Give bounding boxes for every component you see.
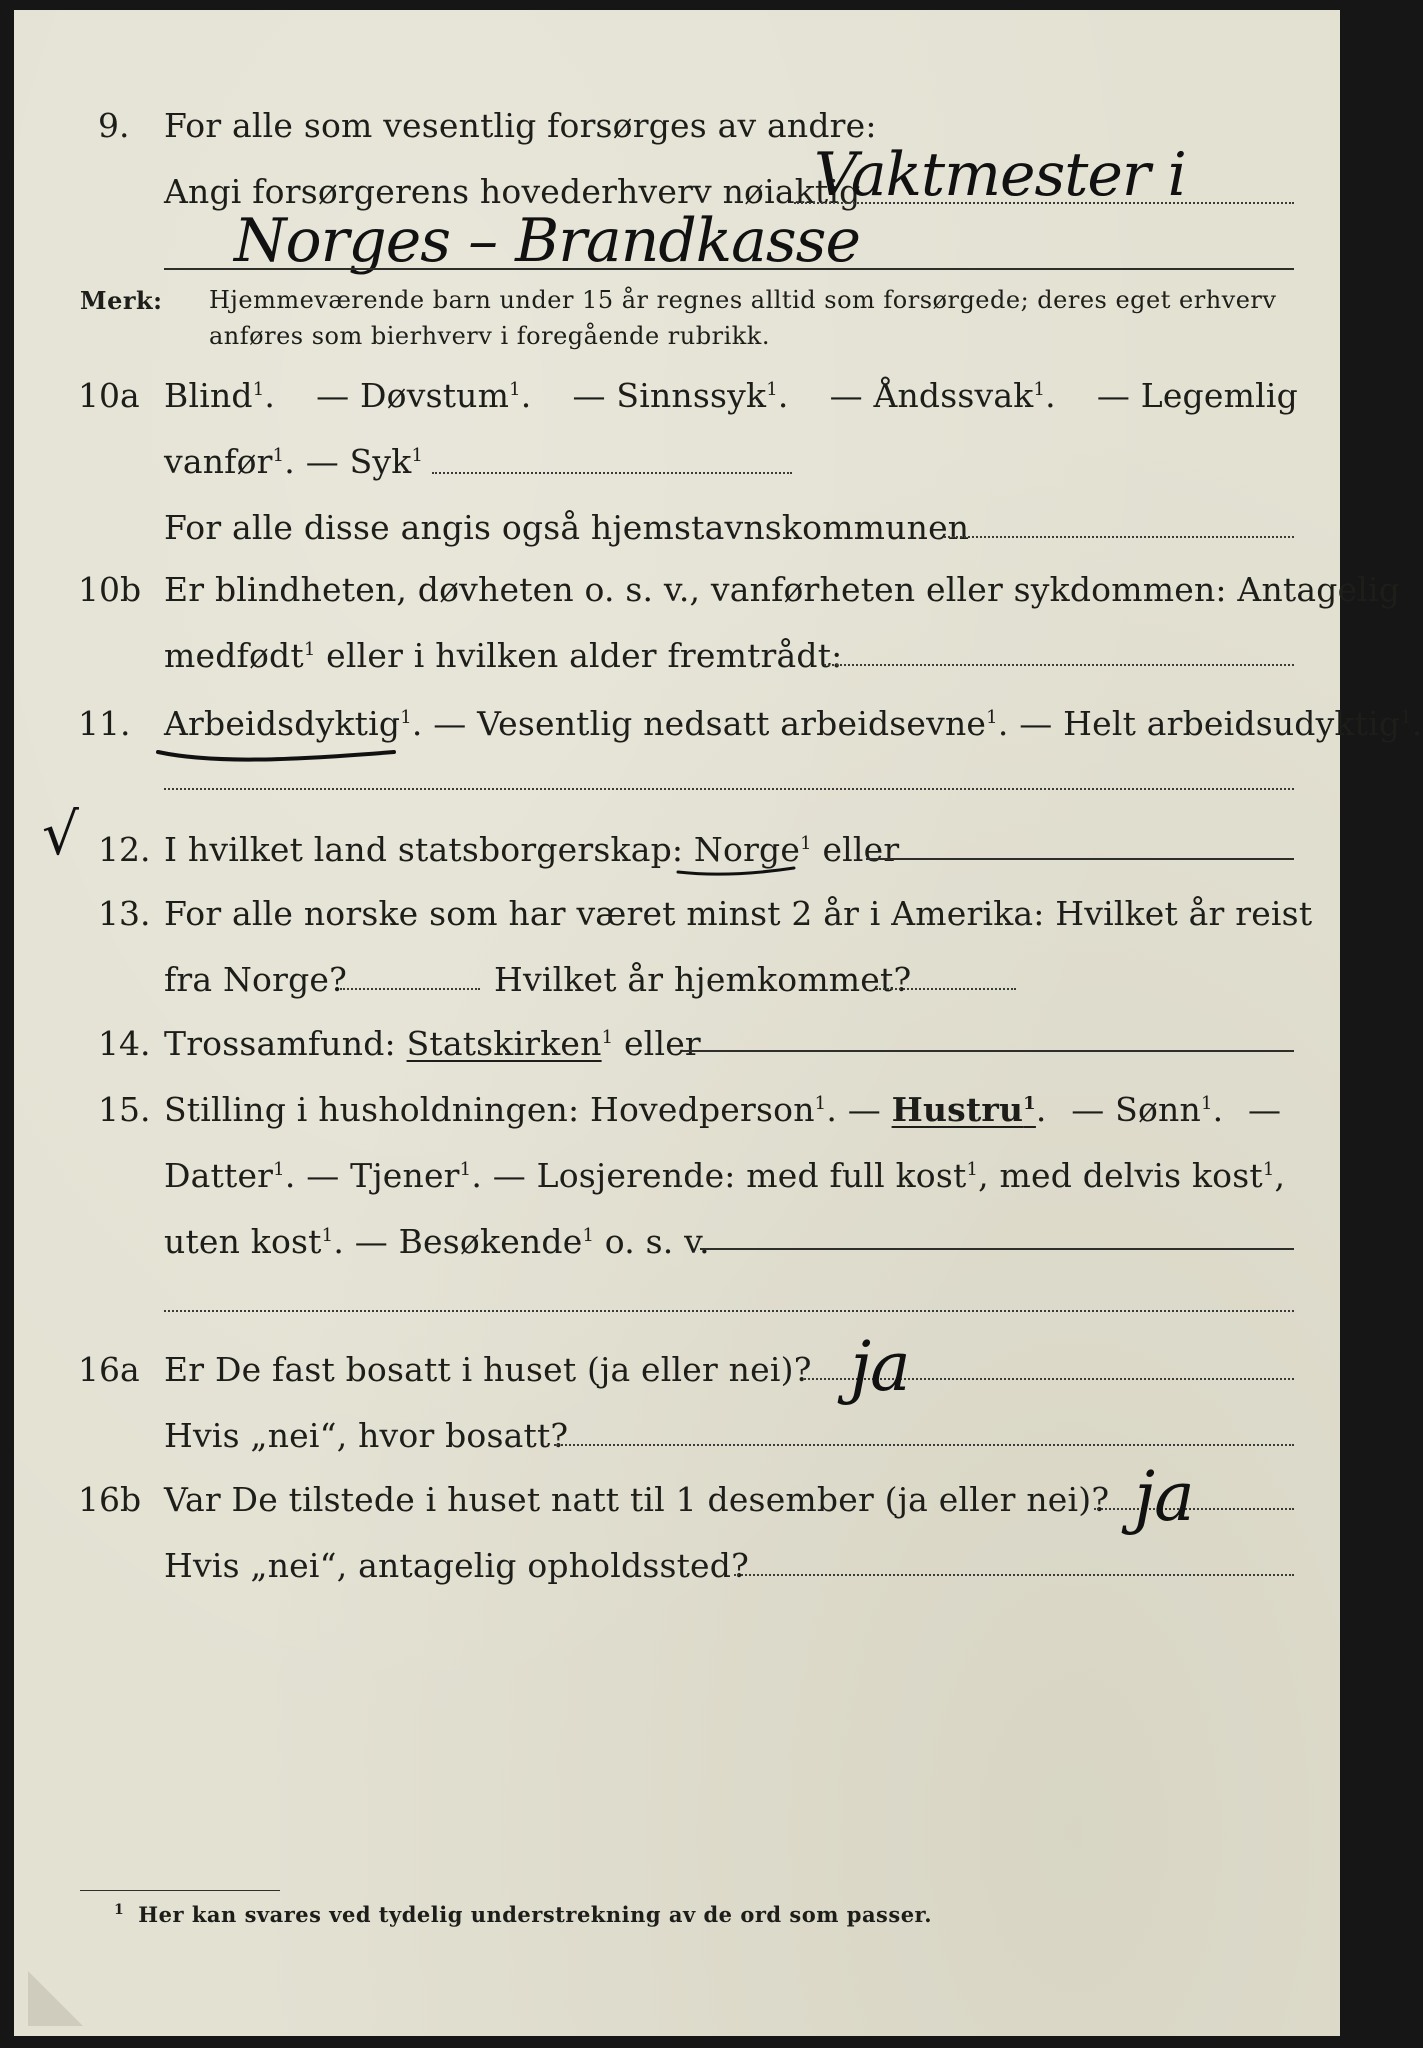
q10b-line1: Er blindheten, døvheten o. s. v., vanførheten eller sykdommen: Antagelig bbox=[164, 570, 1401, 609]
q10a-line1 bbox=[164, 376, 1298, 415]
merk-line1: Hjemmeværende barn under 15 år regnes alltid som forsørgede; deres eget erhverv bbox=[209, 286, 1277, 314]
q9-line2: Angi forsørgerens hovederhverv nøiaktig bbox=[164, 172, 861, 211]
option-delvis-kost: , med delvis kost$^1$, bbox=[978, 1156, 1286, 1195]
q16a-number: 16a bbox=[78, 1350, 140, 1389]
q16a-handwritten-answer: ja bbox=[850, 1328, 910, 1407]
census-form-page bbox=[14, 10, 1423, 2036]
option-dovstum: — Døvstum$^1$. bbox=[316, 376, 532, 415]
option-vanfor: vanfør$^1$. bbox=[164, 442, 295, 481]
q13-line2a: fra Norge? bbox=[164, 960, 348, 999]
q11-number: 11. bbox=[78, 704, 131, 743]
q13-number: 13. bbox=[98, 894, 151, 933]
q16b-line1: Var De tilstede i huset natt til 1 desember (ja eller nei)? bbox=[164, 1480, 1110, 1519]
option-tjener: — Tjener$^1$. bbox=[306, 1156, 483, 1195]
q13-reist-line bbox=[340, 988, 480, 990]
q10b-line2: medfødt$^1$ eller i hvilken alder fremtrådt: bbox=[164, 636, 843, 675]
option-syk: — Syk$^1$ bbox=[305, 442, 424, 481]
q16b-opholdssted-line bbox=[734, 1574, 1294, 1576]
q13-hjemkommet-line bbox=[876, 988, 1016, 990]
footnote-rule bbox=[80, 1890, 280, 1891]
q9-number: 9. bbox=[98, 106, 130, 145]
option-norge: Norge$^1$ bbox=[693, 830, 812, 869]
merk-line2: anføres som bierhverv i foregående rubrikk. bbox=[209, 322, 770, 350]
merk-label: Merk: bbox=[80, 286, 163, 315]
q15-line2 bbox=[164, 1156, 1285, 1195]
q10a-line3: For alle disse angis også hjemstavnskommunen bbox=[164, 508, 970, 547]
q10a-number: 10a bbox=[78, 376, 140, 415]
q10a-line2 bbox=[164, 442, 423, 481]
q10a-answer-line bbox=[432, 472, 792, 474]
q13-line2b: Hvilket år hjemkommet? bbox=[494, 960, 912, 999]
footnote: $^1$ Her kan svares ved tydelig understrekning av de ord som passer. bbox=[114, 1902, 933, 1927]
q15-number: 15. bbox=[98, 1090, 151, 1129]
option-sinnssyk: — Sinnssyk$^1$. bbox=[572, 376, 789, 415]
q16b-line2: Hvis „nei“, antagelig opholdssted? bbox=[164, 1546, 749, 1585]
q11-answer-line bbox=[164, 788, 1294, 790]
option-blind: Blind$^1$. bbox=[164, 376, 276, 415]
q9-handwritten-answer-2: Norges – Brandkasse bbox=[234, 206, 860, 276]
q16a-line1: Er De fast bosatt i huset (ja eller nei)? bbox=[164, 1350, 812, 1389]
q16b-handwritten-answer: ja bbox=[1134, 1458, 1194, 1537]
q10a-hjemstavn-line bbox=[944, 536, 1294, 538]
option-legemlig: — Legemlig bbox=[1096, 376, 1298, 415]
option-helt: — Helt arbeidsudyktig$^1$. bbox=[1008, 704, 1423, 743]
q14-answer-line bbox=[682, 1050, 1294, 1052]
q16a-bosatt-line bbox=[554, 1444, 1294, 1446]
option-vesentlig: — Vesentlig nedsatt arbeidsevne$^1$. bbox=[422, 704, 1009, 743]
q16a-line2: Hvis „nei“, hvor bosatt? bbox=[164, 1416, 569, 1455]
q9-line1: For alle som vesentlig forsørges av andre: bbox=[164, 106, 877, 145]
option-andssvak: — Åndssvak$^1$. bbox=[829, 376, 1056, 415]
option-full-kost: — Losjerende: med full kost$^1$ bbox=[492, 1156, 979, 1195]
q15-line1: Stilling i husholdningen: Hovedperson$^1$. — Hustru$^1$. — Sønn$^1$. — bbox=[164, 1090, 1282, 1129]
option-besokende: — Besøkende$^1$ bbox=[354, 1222, 595, 1261]
folded-corner bbox=[28, 1971, 83, 2026]
q12-handwritten-underline bbox=[674, 862, 804, 882]
option-arbeidsdyktig: Arbeidsdyktig$^1$. bbox=[164, 704, 423, 743]
q10b-answer-line bbox=[824, 664, 1294, 666]
q13-line1: For alle norske som har været minst 2 år i Amerika: Hvilket år reist bbox=[164, 894, 1313, 933]
option-statskirken: Statskirken bbox=[406, 1024, 602, 1063]
option-sonn: — Sønn$^1$. bbox=[1071, 1090, 1224, 1129]
q15-line3: uten kost$^1$. — Besøkende$^1$ o. s. v. bbox=[164, 1222, 710, 1261]
q14-line: Trossamfund: Statskirken$^1$ eller bbox=[164, 1024, 701, 1063]
option-datter: Datter$^1$. bbox=[164, 1156, 296, 1195]
option-hustru: Hustru$^1$ bbox=[891, 1090, 1036, 1129]
q16b-number: 16b bbox=[78, 1480, 142, 1519]
q9-handwritten-answer-1: Vaktmester i bbox=[814, 140, 1186, 210]
q12-line: I hvilket land statsborgerskap: Norge$^1$ eller bbox=[164, 830, 900, 869]
q15-extra-line bbox=[164, 1310, 1294, 1312]
q14-number: 14. bbox=[98, 1024, 151, 1063]
q12-check-mark: √ bbox=[42, 800, 78, 868]
q12-number: 12. bbox=[98, 830, 151, 869]
q10b-number: 10b bbox=[78, 570, 142, 609]
q9-answer-line2 bbox=[164, 268, 1294, 270]
q11-handwritten-underline bbox=[154, 738, 414, 768]
q16b-answer-line bbox=[1094, 1508, 1294, 1510]
q15-answer-line bbox=[700, 1248, 1294, 1250]
option-uten-kost: uten kost$^1$. bbox=[164, 1222, 345, 1261]
q12-answer-line bbox=[866, 858, 1294, 860]
